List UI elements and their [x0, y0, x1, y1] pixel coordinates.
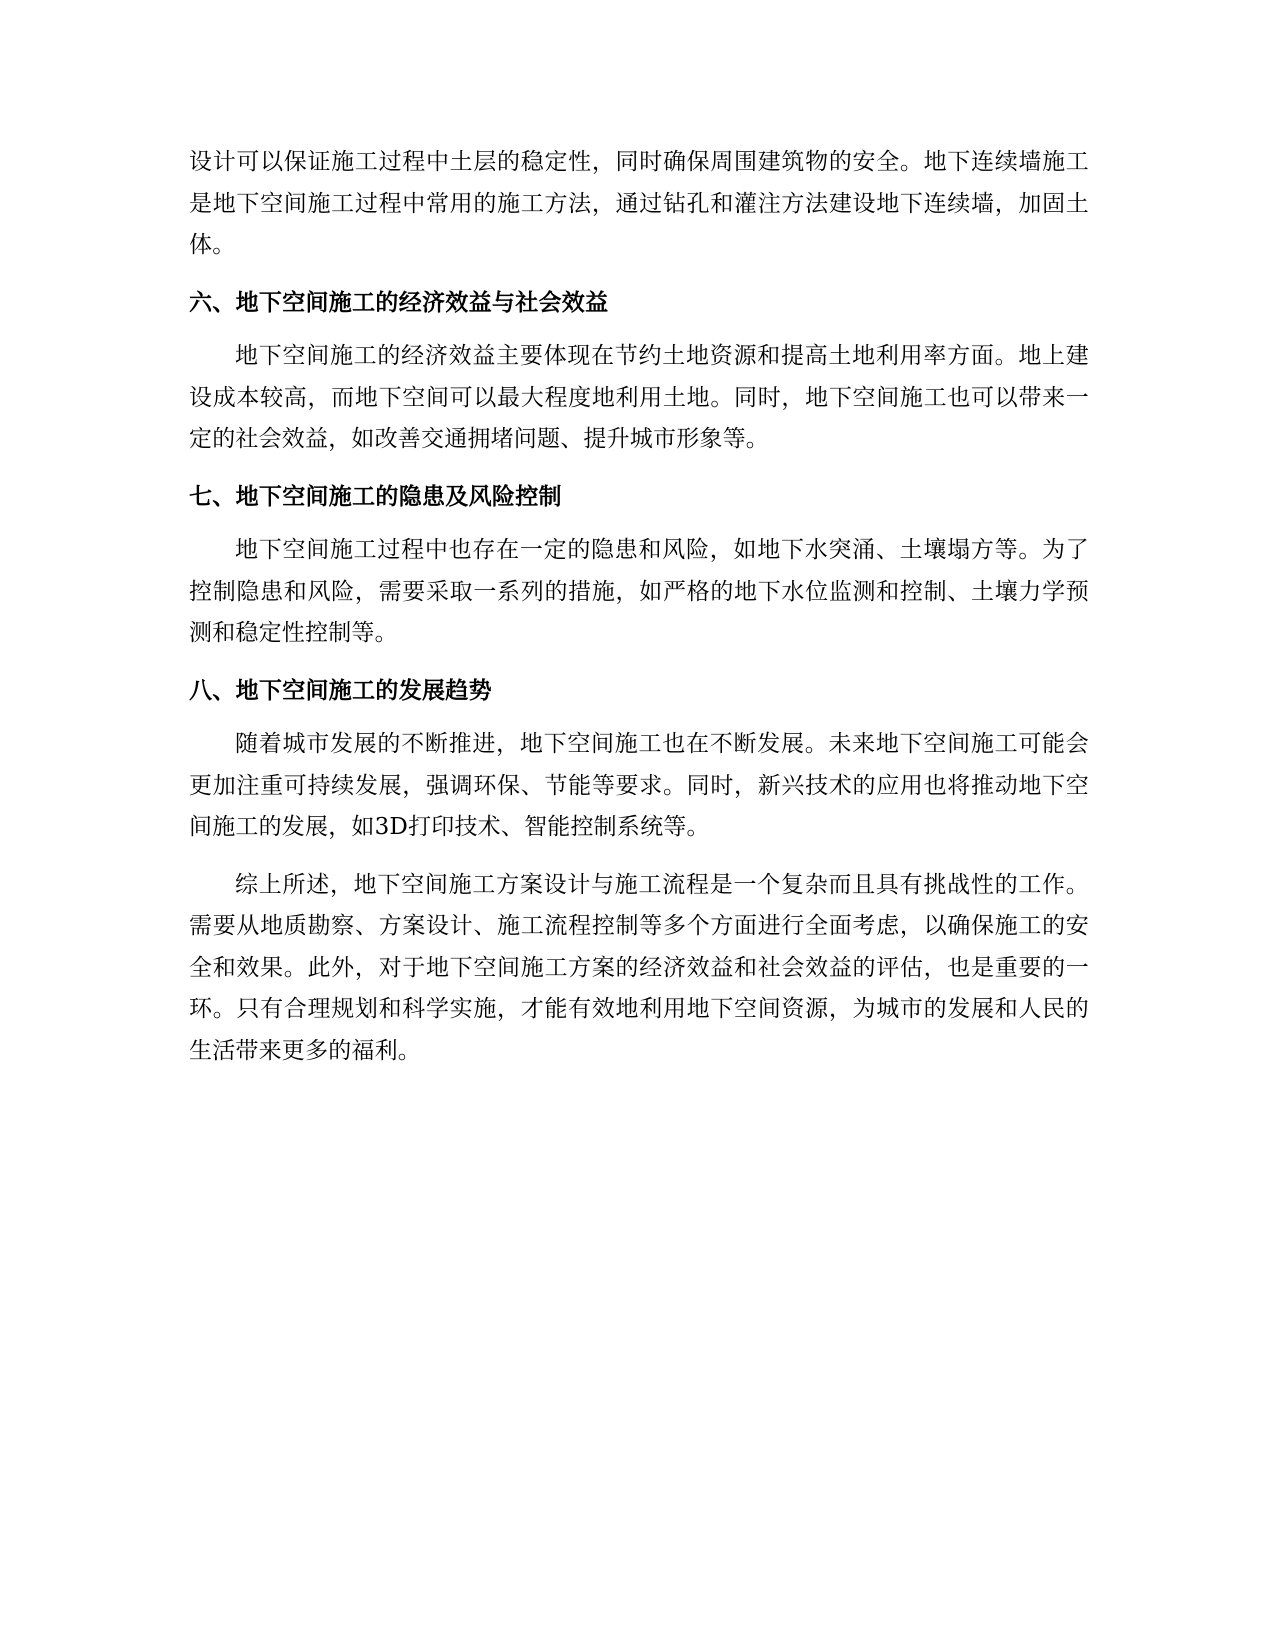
section-paragraph-economic-social-benefits: 地下空间施工的经济效益主要体现在节约土地资源和提高土地利用率方面。地上建设成本较高，而地下空间可以最大程度地利用土地。同时，地下空间施工也可以带来一定的社会效益，如改善交通拥堵问题、提升城市形象等。	[189, 343, 1089, 452]
section-paragraph-risk-control: 地下空间施工过程中也存在一定的隐患和风险，如地下水突涌、土壤塌方等。为了控制隐患和风险，需要采取一系列的措施，如严格的地下水位监测和控制、土壤力学预测和稳定性控制等。	[189, 537, 1089, 646]
section-heading-economic-social-benefits: 六、地下空间施工的经济效益与社会效益	[189, 289, 609, 316]
conclusion-paragraph: 综上所述，地下空间施工方案设计与施工流程是一个复杂而且具有挑战性的工作。需要从地质勘察、方案设计、施工流程控制等多个方面进行全面考虑，以确保施工的安全和效果。此外，对于地下空间施工方案的经济效益和社会效益的评估，也是重要的一环。只有合理规划和科学实施，才能有效地利用地下空间资源，为城市的发展和人民的生活带来更多的福利。	[189, 871, 1089, 1064]
section-heading-development-trends: 八、地下空间施工的发展趋势	[189, 677, 492, 704]
section-paragraph-development-trends: 随着城市发展的不断推进，地下空间施工也在不断发展。未来地下空间施工可能会更加注重可持续发展，强调环保、节能等要求。同时，新兴技术的应用也将推动地下空间施工的发展，如3D打印技术、智能控制系统等。	[189, 731, 1089, 840]
section-heading-risk-control: 七、地下空间施工的隐患及风险控制	[189, 483, 562, 510]
document-body	[189, 142, 1089, 1072]
intro-paragraph: 设计可以保证施工过程中土层的稳定性，同时确保周围建筑物的安全。地下连续墙施工是地下空间施工过程中常用的施工方法，通过钻孔和灌注方法建设地下连续墙，加固土体。	[189, 149, 1089, 258]
